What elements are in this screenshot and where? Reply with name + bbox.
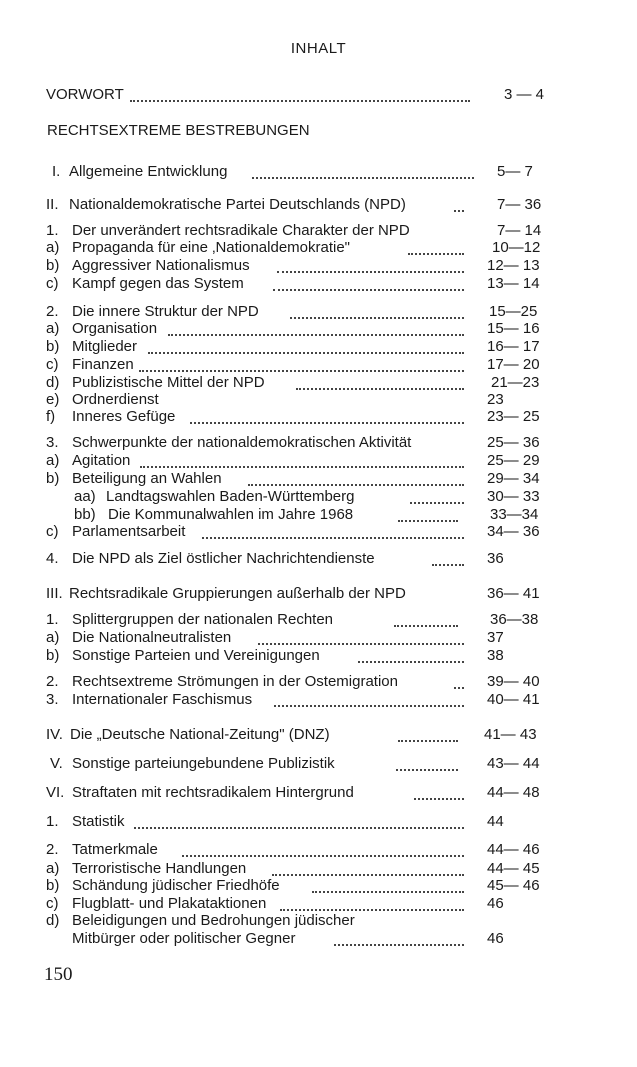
toc-entry-vi [0, 784, 637, 802]
entry-pages: 41— 43 [484, 726, 537, 743]
leader-dots [258, 625, 464, 645]
leader-dots [396, 751, 458, 771]
entry-number: aa) [74, 488, 96, 505]
entry-pages: 7— 14 [497, 222, 542, 239]
toc-entry [0, 691, 637, 709]
entry-number: I. [52, 163, 61, 180]
entry-label: Rechtsradikale Gruppierungen außerhalb der NPD [69, 585, 406, 602]
leader-dots [414, 780, 464, 800]
entry-pages: 46 [487, 930, 504, 947]
toc-entry [0, 647, 637, 665]
entry-number: 1. [46, 222, 59, 239]
entry-pages: 30— 33 [487, 488, 540, 505]
entry-label: Publizistische Mittel der NPD [72, 374, 265, 391]
entry-number: V. [50, 755, 63, 772]
entry-label: Mitbürger oder politischer Gegner [72, 930, 296, 947]
entry-label: Sonstige parteiungebundene Publizistik [72, 755, 335, 772]
entry-label: Splittergruppen der nationalen Rechten [72, 611, 334, 628]
entry-number: c) [46, 275, 59, 292]
entry-number: c) [46, 895, 59, 912]
entry-pages: 45— 46 [487, 877, 540, 894]
entry-pages: 3 — 4 [504, 86, 545, 103]
leader-dots [134, 809, 464, 829]
entry-pages: 23 [487, 391, 504, 408]
leader-dots [190, 404, 464, 424]
entry-pages: 25— 29 [487, 452, 540, 469]
leader-dots [140, 448, 464, 468]
entry-label: Allgemeine Entwicklung [69, 163, 228, 180]
leader-dots [182, 837, 464, 857]
page-number: 150 [44, 964, 73, 985]
toc-entry-iii [0, 585, 637, 603]
entry-number: 3. [46, 434, 59, 451]
entry-label: Der unverändert rechtsradikale Charakter der NPD [72, 222, 410, 239]
entry-pages: 37 [487, 629, 504, 646]
entry-label: Die „Deutsche National-Zeitung" (DNZ) [70, 726, 330, 743]
entry-number: b) [46, 877, 60, 894]
toc-entry [0, 550, 637, 568]
leader-dots [312, 873, 464, 893]
entry-pages: 12— 13 [487, 257, 540, 274]
entry-number: a) [46, 452, 60, 469]
entry-pages: 43— 44 [487, 755, 540, 772]
entry-pages: 33—34 [490, 506, 539, 523]
leader-dots [168, 316, 464, 336]
toc-entry-vorwort [0, 86, 637, 104]
entry-pages: 15— 16 [487, 320, 540, 337]
entry-number: II. [46, 196, 59, 213]
leader-dots [358, 643, 464, 663]
toc-entry [0, 470, 637, 488]
entry-pages: 13— 14 [487, 275, 540, 292]
entry-pages: 10—12 [492, 239, 541, 256]
toc-entry-i [0, 163, 637, 181]
toc-entry [0, 275, 637, 293]
entry-pages: 36— 41 [487, 585, 540, 602]
toc-entry [0, 408, 637, 426]
entry-label: Die Nationalneutralisten [72, 629, 232, 646]
leader-dots [252, 159, 474, 179]
entry-number: IV. [46, 726, 63, 743]
entry-number: f) [46, 408, 56, 425]
entry-pages: 25— 36 [487, 434, 540, 451]
entry-label: VORWORT [46, 86, 124, 103]
entry-number: b) [46, 470, 60, 487]
entry-number: VI. [46, 784, 65, 801]
entry-label: Beteiligung an Wahlen [72, 470, 222, 487]
entry-pages: 38 [487, 647, 504, 664]
entry-number: 1. [46, 813, 59, 830]
entry-label: Organisation [72, 320, 158, 337]
entry-number: a) [46, 629, 60, 646]
entry-label: Landtagswahlen Baden-Württemberg [106, 488, 355, 505]
leader-dots [274, 687, 464, 707]
toc-entry-iv [0, 726, 637, 744]
leader-dots [410, 484, 464, 504]
entry-label: Agitation [72, 452, 131, 469]
entry-label: Die NPD als Ziel östlicher Nachrichtendienste [72, 550, 375, 567]
entry-label: Beleidigungen und Bedrohungen jüdischer [72, 912, 355, 929]
leader-dots [148, 334, 464, 354]
entry-label: Die Kommunalwahlen im Jahre 1968 [108, 506, 354, 523]
toc-entry [0, 895, 637, 913]
leader-dots [139, 352, 464, 372]
entry-pages: 36—38 [490, 611, 539, 628]
entry-number: 2. [46, 303, 59, 320]
entry-number: 2. [46, 673, 59, 690]
leader-dots [334, 926, 464, 946]
toc-entry-ii [0, 196, 637, 214]
entry-label: Terroristische Handlungen [72, 860, 247, 877]
entry-number: 3. [46, 691, 59, 708]
leader-dots [130, 82, 470, 102]
entry-label: Ordnerdienst [72, 391, 159, 408]
entry-label: Straftaten mit rechtsradikalem Hintergrund [72, 784, 354, 801]
leader-dots [454, 669, 464, 689]
entry-label: Statistik [72, 813, 125, 830]
entry-label: Nationaldemokratische Partei Deutschlands (NPD) [69, 196, 406, 213]
entry-pages: 34— 36 [487, 523, 540, 540]
section-heading [0, 122, 637, 140]
leader-dots [202, 519, 464, 539]
entry-number: c) [46, 523, 59, 540]
leader-dots [296, 370, 464, 390]
entry-pages: 16— 17 [487, 338, 540, 355]
entry-label: Rechtsextreme Strömungen in der Ostemigration [72, 673, 398, 690]
entry-number: 1. [46, 611, 59, 628]
entry-number: a) [46, 860, 60, 877]
entry-pages: 40— 41 [487, 691, 540, 708]
entry-number: b) [46, 647, 60, 664]
entry-number: 4. [46, 550, 59, 567]
entry-pages: 23— 25 [487, 408, 540, 425]
entry-number: c) [46, 356, 59, 373]
entry-number: d) [46, 374, 60, 391]
leader-dots [273, 271, 464, 291]
toc-entry [0, 523, 637, 541]
entry-label: Mitglieder [72, 338, 138, 355]
entry-label: Finanzen [72, 356, 134, 373]
entry-label: Flugblatt- und Plakataktionen [72, 895, 267, 912]
section-heading-text: RECHTSEXTREME BESTREBUNGEN [47, 122, 310, 139]
entry-number: b) [46, 338, 60, 355]
entry-label: Sonstige Parteien und Vereinigungen [72, 647, 320, 664]
entry-number: III. [46, 585, 63, 602]
toc-entry [0, 813, 637, 831]
entry-label: Propaganda für eine ‚Nationaldemokratie" [72, 239, 350, 256]
entry-number: d) [46, 912, 60, 929]
entry-pages: 29— 34 [487, 470, 540, 487]
toc-entry [0, 222, 637, 240]
entry-number: a) [46, 320, 60, 337]
entry-pages: 44— 45 [487, 860, 540, 877]
entry-pages: 44— 46 [487, 841, 540, 858]
toc-entry [0, 374, 637, 392]
entry-label: Aggressiver Nationalismus [72, 257, 250, 274]
entry-label: Schwerpunkte der nationaldemokratischen Aktivität [72, 434, 412, 451]
entry-number: e) [46, 391, 60, 408]
entry-label: Parlamentsarbeit [72, 523, 186, 540]
entry-label: Internationaler Faschismus [72, 691, 253, 708]
entry-pages: 15—25 [489, 303, 538, 320]
leader-dots [394, 607, 458, 627]
toc-entry [0, 912, 637, 930]
entry-label: Die innere Struktur der NPD [72, 303, 259, 320]
entry-pages: 39— 40 [487, 673, 540, 690]
leader-dots [432, 546, 464, 566]
leader-dots [280, 891, 464, 911]
toc-entry-continuation [0, 930, 637, 948]
entry-pages: 36 [487, 550, 504, 567]
toc-entry [0, 488, 637, 506]
entry-number: bb) [74, 506, 96, 523]
entry-pages: 44— 48 [487, 784, 540, 801]
entry-pages: 21—23 [491, 374, 540, 391]
entry-pages: 17— 20 [487, 356, 540, 373]
entry-label: Tatmerkmale [72, 841, 158, 858]
entry-pages: 5— 7 [497, 163, 533, 180]
leader-dots [454, 192, 464, 212]
entry-number: b) [46, 257, 60, 274]
entry-number: a) [46, 239, 60, 256]
toc-entry-v [0, 755, 637, 773]
leader-dots [398, 722, 458, 742]
entry-pages: 46 [487, 895, 504, 912]
entry-label: Kampf gegen das System [72, 275, 244, 292]
toc-entry [0, 629, 637, 647]
entry-label: Inneres Gefüge [72, 408, 176, 425]
entry-pages: 7— 36 [497, 196, 542, 213]
leader-dots [277, 253, 464, 273]
leader-dots [248, 466, 464, 486]
entry-label: Schändung jüdischer Friedhöfe [72, 877, 280, 894]
entry-pages: 44 [487, 813, 504, 830]
page-title: INHALT [290, 40, 347, 57]
leader-dots [408, 235, 464, 255]
entry-number: 2. [46, 841, 59, 858]
